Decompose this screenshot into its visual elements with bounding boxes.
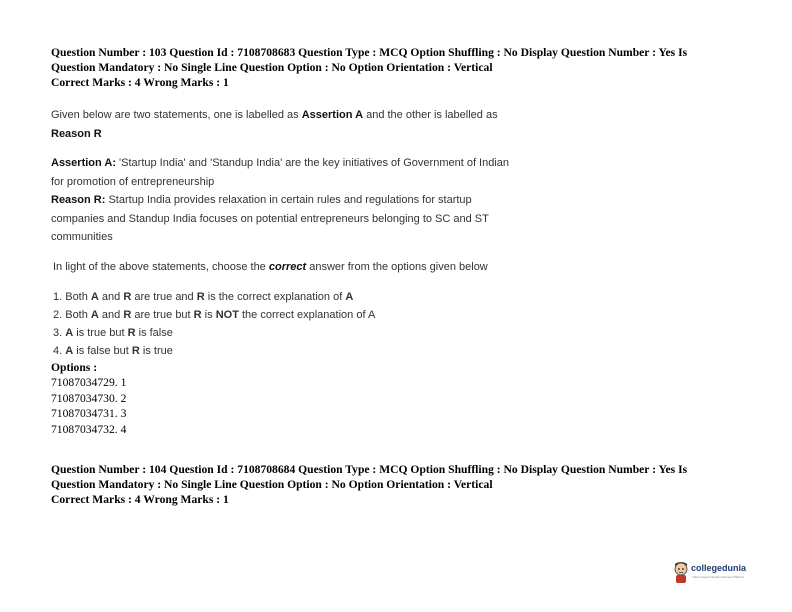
assertion-statement [51, 154, 571, 173]
instruction-text-2: answer from the options given below [306, 261, 488, 273]
option-id-2: 71087034730. 2 [51, 391, 127, 405]
logo-name: collegedunia [691, 563, 747, 573]
instruction-text: In light of the above statements, choose the [53, 261, 269, 273]
intro-text: Given below are two statements, one is labelled as [51, 109, 302, 121]
option-id-4: 71087034732. 4 [51, 422, 127, 436]
question-103-header [51, 45, 751, 91]
instruction-line [53, 258, 573, 277]
option-id-3: 71087034731. 3 [51, 407, 127, 421]
collegedunia-logo [672, 560, 762, 584]
instruction-emphasis: correct [268, 261, 307, 273]
assertion-label: Assertion A: [51, 157, 116, 169]
choice-2: 2. Both A and R are true but R is NOT the correct explanation of A [53, 309, 376, 321]
intro-reason-label: Reason R [51, 127, 102, 140]
option-id-1: 71087034729. 1 [51, 376, 127, 390]
assertion-reason-block [51, 154, 571, 247]
choice-1: 1. Both A and R are true and R is the correct explanation of A [53, 291, 354, 303]
options-block [51, 360, 126, 437]
question-103-meta-line-2: Question Mandatory : No Single Line Question Option : No Option Orientation : Vertical [51, 61, 493, 75]
reason-text-3: communities [51, 231, 113, 243]
reason-statement [51, 191, 571, 210]
question-104-meta-line-2: Question Mandatory : No Single Line Question Option : No Option Orientation : Vertical [51, 478, 493, 492]
intro-assertion-label: Assertion A [301, 109, 364, 121]
reason-text-2: companies and Standup India focuses on potential entrepreneurs belonging to SC and ST [51, 212, 489, 225]
question-104-meta-line-1: Question Number : 104 Question Id : 7108708684 Question Type : MCQ Option Shuffling : No Display Question Number : Yes Is [51, 463, 688, 476]
question-104-header [51, 462, 751, 508]
intro-text-2: and the other is labelled as [363, 109, 498, 121]
question-intro [51, 106, 571, 143]
question-104-marks: Correct Marks : 4 Wrong Marks : 1 [51, 493, 229, 507]
reason-text-1: Startup India provides relaxation in certain rules and regulations for startup [105, 194, 472, 206]
question-103-meta-line-1: Question Number : 103 Question Id : 7108708683 Question Type : MCQ Option Shuffling : No Display Question Number : Yes Is [51, 46, 688, 59]
choice-3: 3. A is true but R is false [53, 327, 173, 339]
question-103-marks: Correct Marks : 4 Wrong Marks : 1 [51, 76, 229, 90]
choice-4: 4. A is false but R is true [53, 345, 173, 357]
assertion-text-1: 'Startup India' and 'Standup India' are the key initiatives of Government of Indian [116, 157, 510, 169]
assertion-text-2: for promotion of entrepreneurship [51, 175, 215, 188]
answer-choices [53, 288, 375, 360]
options-header: Options : [51, 361, 98, 374]
mascot-icon [672, 560, 690, 584]
logo-tagline: India's largest Student Review Platform [692, 575, 745, 579]
reason-label: Reason R: [51, 194, 106, 206]
